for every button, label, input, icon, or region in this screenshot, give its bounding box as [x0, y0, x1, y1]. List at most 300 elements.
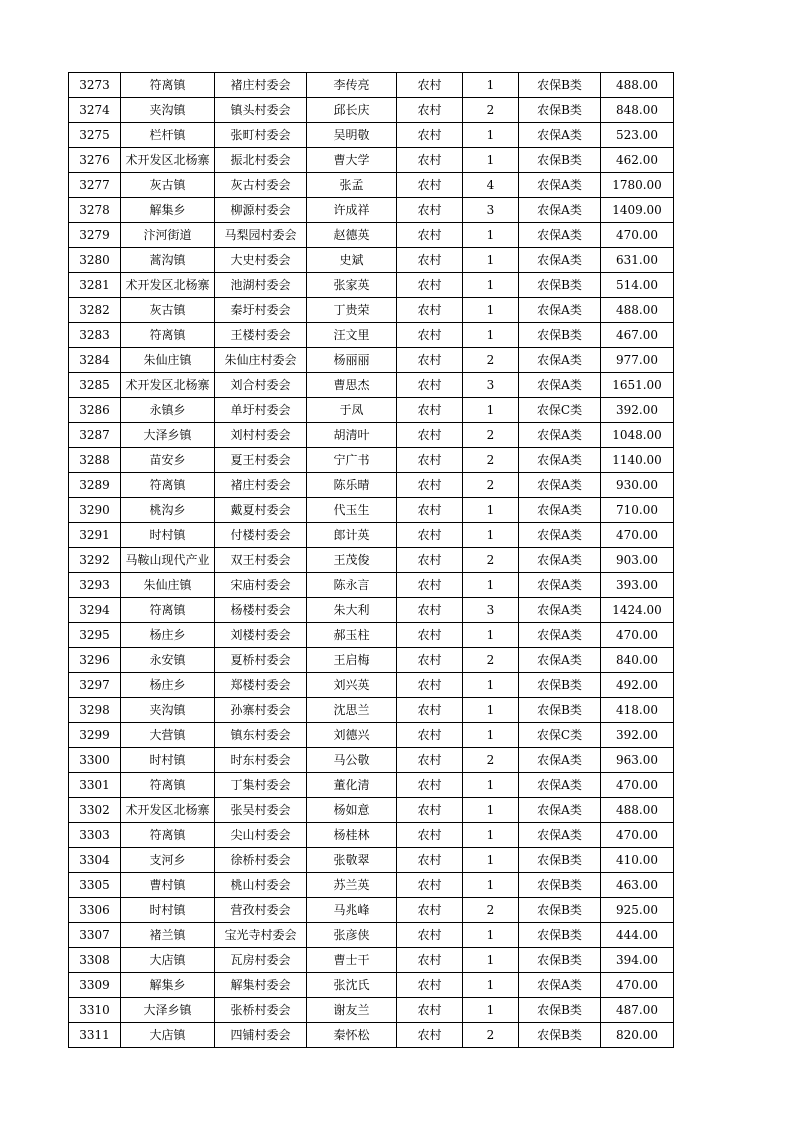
table-row	[69, 698, 674, 723]
name-cell: 曹士干	[307, 948, 397, 973]
name-cell: 苏兰英	[307, 873, 397, 898]
village-committee-cell: 镇头村委会	[215, 98, 307, 123]
village-committee-cell: 柳源村委会	[215, 198, 307, 223]
row-number-cell: 3279	[69, 223, 121, 248]
table-row	[69, 798, 674, 823]
amount-cell: 392.00	[601, 723, 674, 748]
household-size-cell: 3	[463, 598, 519, 623]
town-cell: 大营镇	[121, 723, 215, 748]
village-committee-cell: 丁集村委会	[215, 773, 307, 798]
area-type-cell: 农村	[397, 823, 463, 848]
household-size-cell: 1	[463, 673, 519, 698]
row-number-cell: 3289	[69, 473, 121, 498]
amount-cell: 977.00	[601, 348, 674, 373]
amount-cell: 487.00	[601, 998, 674, 1023]
amount-cell: 514.00	[601, 273, 674, 298]
table-row	[69, 273, 674, 298]
table-row	[69, 98, 674, 123]
household-size-cell: 1	[463, 148, 519, 173]
town-cell: 时村镇	[121, 748, 215, 773]
insurance-category-cell: 农保B类	[519, 1023, 601, 1048]
table-row	[69, 498, 674, 523]
table-row	[69, 598, 674, 623]
table-row	[69, 123, 674, 148]
area-type-cell: 农村	[397, 523, 463, 548]
area-type-cell: 农村	[397, 223, 463, 248]
village-committee-cell: 刘楼村委会	[215, 623, 307, 648]
area-type-cell: 农村	[397, 923, 463, 948]
name-cell: 胡清叶	[307, 423, 397, 448]
name-cell: 宁广书	[307, 448, 397, 473]
table-row	[69, 573, 674, 598]
row-number-cell: 3307	[69, 923, 121, 948]
amount-cell: 444.00	[601, 923, 674, 948]
row-number-cell: 3310	[69, 998, 121, 1023]
table-row	[69, 648, 674, 673]
village-committee-cell: 杨楼村委会	[215, 598, 307, 623]
area-type-cell: 农村	[397, 623, 463, 648]
household-size-cell: 1	[463, 948, 519, 973]
name-cell: 张沈氏	[307, 973, 397, 998]
town-cell: 苗安乡	[121, 448, 215, 473]
name-cell: 曹大学	[307, 148, 397, 173]
village-committee-cell: 桃山村委会	[215, 873, 307, 898]
amount-cell: 462.00	[601, 148, 674, 173]
amount-cell: 470.00	[601, 973, 674, 998]
name-cell: 刘兴英	[307, 673, 397, 698]
town-cell: 永安镇	[121, 648, 215, 673]
amount-cell: 710.00	[601, 498, 674, 523]
insurance-category-cell: 农保A类	[519, 223, 601, 248]
insurance-category-cell: 农保B类	[519, 323, 601, 348]
village-committee-cell: 大史村委会	[215, 248, 307, 273]
amount-cell: 392.00	[601, 398, 674, 423]
table-row	[69, 148, 674, 173]
insurance-category-cell: 农保A类	[519, 798, 601, 823]
household-size-cell: 1	[463, 773, 519, 798]
amount-cell: 820.00	[601, 1023, 674, 1048]
insurance-category-cell: 农保A类	[519, 523, 601, 548]
amount-cell: 488.00	[601, 73, 674, 98]
name-cell: 郎计英	[307, 523, 397, 548]
town-cell: 蒿沟镇	[121, 248, 215, 273]
insurance-category-cell: 农保A类	[519, 823, 601, 848]
insurance-category-cell: 农保A类	[519, 598, 601, 623]
row-number-cell: 3295	[69, 623, 121, 648]
row-number-cell: 3311	[69, 1023, 121, 1048]
row-number-cell: 3296	[69, 648, 121, 673]
insurance-category-cell: 农保C类	[519, 723, 601, 748]
table-row	[69, 848, 674, 873]
name-cell: 汪文里	[307, 323, 397, 348]
household-size-cell: 2	[463, 1023, 519, 1048]
table-row	[69, 898, 674, 923]
row-number-cell: 3286	[69, 398, 121, 423]
village-committee-cell: 解集村委会	[215, 973, 307, 998]
town-cell: 支河乡	[121, 848, 215, 873]
amount-cell: 470.00	[601, 773, 674, 798]
town-cell: 大泽乡镇	[121, 423, 215, 448]
table-row	[69, 998, 674, 1023]
town-cell: 朱仙庄镇	[121, 348, 215, 373]
name-cell: 许成祥	[307, 198, 397, 223]
village-committee-cell: 张町村委会	[215, 123, 307, 148]
area-type-cell: 农村	[397, 948, 463, 973]
insurance-category-cell: 农保A类	[519, 473, 601, 498]
area-type-cell: 农村	[397, 448, 463, 473]
town-cell: 大店镇	[121, 1023, 215, 1048]
town-cell: 灰古镇	[121, 298, 215, 323]
insurance-category-cell: 农保A类	[519, 973, 601, 998]
insurance-category-cell: 农保B类	[519, 148, 601, 173]
name-cell: 王启梅	[307, 648, 397, 673]
town-cell: 术开发区北杨寨	[121, 273, 215, 298]
insurance-category-cell: 农保A类	[519, 748, 601, 773]
town-cell: 夹沟镇	[121, 698, 215, 723]
row-number-cell: 3281	[69, 273, 121, 298]
area-type-cell: 农村	[397, 198, 463, 223]
household-size-cell: 1	[463, 573, 519, 598]
name-cell: 张家英	[307, 273, 397, 298]
town-cell: 曹村镇	[121, 873, 215, 898]
village-committee-cell: 夏桥村委会	[215, 648, 307, 673]
amount-cell: 963.00	[601, 748, 674, 773]
row-number-cell: 3285	[69, 373, 121, 398]
row-number-cell: 3278	[69, 198, 121, 223]
household-size-cell: 1	[463, 248, 519, 273]
village-committee-cell: 戴夏村委会	[215, 498, 307, 523]
town-cell: 术开发区北杨寨	[121, 148, 215, 173]
household-size-cell: 2	[463, 423, 519, 448]
row-number-cell: 3282	[69, 298, 121, 323]
insurance-category-cell: 农保B类	[519, 673, 601, 698]
household-size-cell: 1	[463, 523, 519, 548]
town-cell: 符离镇	[121, 323, 215, 348]
insurance-category-cell: 农保A类	[519, 298, 601, 323]
insurance-category-cell: 农保A类	[519, 648, 601, 673]
insurance-category-cell: 农保A类	[519, 773, 601, 798]
area-type-cell: 农村	[397, 673, 463, 698]
row-number-cell: 3301	[69, 773, 121, 798]
name-cell: 张敬翠	[307, 848, 397, 873]
name-cell: 张孟	[307, 173, 397, 198]
household-size-cell: 1	[463, 873, 519, 898]
amount-cell: 1651.00	[601, 373, 674, 398]
village-committee-cell: 褚庄村委会	[215, 473, 307, 498]
amount-cell: 394.00	[601, 948, 674, 973]
area-type-cell: 农村	[397, 898, 463, 923]
insurance-category-cell: 农保B类	[519, 923, 601, 948]
household-size-cell: 1	[463, 398, 519, 423]
village-committee-cell: 秦圩村委会	[215, 298, 307, 323]
town-cell: 符离镇	[121, 473, 215, 498]
insurance-category-cell: 农保A类	[519, 623, 601, 648]
name-cell: 陈永言	[307, 573, 397, 598]
town-cell: 时村镇	[121, 523, 215, 548]
amount-cell: 470.00	[601, 823, 674, 848]
amount-cell: 470.00	[601, 223, 674, 248]
name-cell: 杨如意	[307, 798, 397, 823]
amount-cell: 470.00	[601, 523, 674, 548]
town-cell: 汴河街道	[121, 223, 215, 248]
household-size-cell: 1	[463, 723, 519, 748]
village-committee-cell: 夏王村委会	[215, 448, 307, 473]
name-cell: 丁贵荣	[307, 298, 397, 323]
row-number-cell: 3302	[69, 798, 121, 823]
village-committee-cell: 王楼村委会	[215, 323, 307, 348]
table-row	[69, 723, 674, 748]
village-committee-cell: 镇东村委会	[215, 723, 307, 748]
area-type-cell: 农村	[397, 598, 463, 623]
table-row	[69, 473, 674, 498]
town-cell: 杨庄乡	[121, 623, 215, 648]
insurance-category-cell: 农保B类	[519, 698, 601, 723]
village-committee-cell: 徐桥村委会	[215, 848, 307, 873]
town-cell: 符离镇	[121, 73, 215, 98]
household-size-cell: 1	[463, 323, 519, 348]
area-type-cell: 农村	[397, 473, 463, 498]
household-size-cell: 1	[463, 73, 519, 98]
table-row	[69, 248, 674, 273]
name-cell: 史斌	[307, 248, 397, 273]
town-cell: 桃沟乡	[121, 498, 215, 523]
row-number-cell: 3292	[69, 548, 121, 573]
table-body	[69, 73, 674, 1048]
area-type-cell: 农村	[397, 498, 463, 523]
household-size-cell: 2	[463, 898, 519, 923]
household-size-cell: 2	[463, 548, 519, 573]
table-row	[69, 948, 674, 973]
area-type-cell: 农村	[397, 748, 463, 773]
table-row	[69, 423, 674, 448]
insurance-category-cell: 农保A类	[519, 348, 601, 373]
row-number-cell: 3299	[69, 723, 121, 748]
household-size-cell: 1	[463, 123, 519, 148]
insurance-category-cell: 农保B类	[519, 948, 601, 973]
row-number-cell: 3308	[69, 948, 121, 973]
household-size-cell: 1	[463, 223, 519, 248]
amount-cell: 848.00	[601, 98, 674, 123]
area-type-cell: 农村	[397, 98, 463, 123]
area-type-cell: 农村	[397, 798, 463, 823]
table-row	[69, 373, 674, 398]
name-cell: 陈乐晴	[307, 473, 397, 498]
amount-cell: 463.00	[601, 873, 674, 898]
name-cell: 董化清	[307, 773, 397, 798]
town-cell: 灰古镇	[121, 173, 215, 198]
table-row	[69, 448, 674, 473]
area-type-cell: 农村	[397, 973, 463, 998]
table-row	[69, 223, 674, 248]
household-size-cell: 2	[463, 648, 519, 673]
row-number-cell: 3297	[69, 673, 121, 698]
town-cell: 符离镇	[121, 598, 215, 623]
village-committee-cell: 池湖村委会	[215, 273, 307, 298]
town-cell: 栏杆镇	[121, 123, 215, 148]
household-size-cell: 4	[463, 173, 519, 198]
row-number-cell: 3305	[69, 873, 121, 898]
town-cell: 解集乡	[121, 198, 215, 223]
row-number-cell: 3288	[69, 448, 121, 473]
area-type-cell: 农村	[397, 173, 463, 198]
amount-cell: 1780.00	[601, 173, 674, 198]
amount-cell: 1424.00	[601, 598, 674, 623]
household-size-cell: 1	[463, 798, 519, 823]
name-cell: 杨丽丽	[307, 348, 397, 373]
village-committee-cell: 宋庙村委会	[215, 573, 307, 598]
name-cell: 杨桂林	[307, 823, 397, 848]
village-committee-cell: 四铺村委会	[215, 1023, 307, 1048]
row-number-cell: 3280	[69, 248, 121, 273]
name-cell: 代玉生	[307, 498, 397, 523]
row-number-cell: 3283	[69, 323, 121, 348]
amount-cell: 410.00	[601, 848, 674, 873]
row-number-cell: 3300	[69, 748, 121, 773]
table-row	[69, 873, 674, 898]
town-cell: 时村镇	[121, 898, 215, 923]
table-row	[69, 773, 674, 798]
area-type-cell: 农村	[397, 698, 463, 723]
village-committee-cell: 孙寨村委会	[215, 698, 307, 723]
row-number-cell: 3303	[69, 823, 121, 848]
insurance-category-cell: 农保B类	[519, 273, 601, 298]
village-committee-cell: 营孜村委会	[215, 898, 307, 923]
insurance-category-cell: 农保C类	[519, 398, 601, 423]
town-cell: 褚兰镇	[121, 923, 215, 948]
amount-cell: 393.00	[601, 573, 674, 598]
household-size-cell: 2	[463, 348, 519, 373]
village-committee-cell: 褚庄村委会	[215, 73, 307, 98]
table-row	[69, 748, 674, 773]
village-committee-cell: 朱仙庄村委会	[215, 348, 307, 373]
row-number-cell: 3290	[69, 498, 121, 523]
town-cell: 术开发区北杨寨	[121, 798, 215, 823]
town-cell: 符离镇	[121, 773, 215, 798]
table-row	[69, 1023, 674, 1048]
village-committee-cell: 付楼村委会	[215, 523, 307, 548]
household-size-cell: 1	[463, 698, 519, 723]
area-type-cell: 农村	[397, 998, 463, 1023]
amount-cell: 631.00	[601, 248, 674, 273]
town-cell: 永镇乡	[121, 398, 215, 423]
household-size-cell: 1	[463, 498, 519, 523]
household-size-cell: 1	[463, 823, 519, 848]
village-committee-cell: 灰古村委会	[215, 173, 307, 198]
village-committee-cell: 瓦房村委会	[215, 948, 307, 973]
area-type-cell: 农村	[397, 248, 463, 273]
insurance-category-cell: 农保B类	[519, 73, 601, 98]
table-row	[69, 923, 674, 948]
insurance-category-cell: 农保A类	[519, 123, 601, 148]
row-number-cell: 3277	[69, 173, 121, 198]
town-cell: 解集乡	[121, 973, 215, 998]
insurance-category-cell: 农保A类	[519, 448, 601, 473]
area-type-cell: 农村	[397, 848, 463, 873]
amount-cell: 925.00	[601, 898, 674, 923]
table-row	[69, 398, 674, 423]
amount-cell: 488.00	[601, 298, 674, 323]
name-cell: 郝玉柱	[307, 623, 397, 648]
insurance-category-cell: 农保A类	[519, 173, 601, 198]
village-committee-cell: 尖山村委会	[215, 823, 307, 848]
table-row	[69, 823, 674, 848]
name-cell: 于凤	[307, 398, 397, 423]
village-committee-cell: 单圩村委会	[215, 398, 307, 423]
area-type-cell: 农村	[397, 773, 463, 798]
household-size-cell: 1	[463, 923, 519, 948]
table-row	[69, 523, 674, 548]
name-cell: 赵德英	[307, 223, 397, 248]
table-row	[69, 73, 674, 98]
amount-cell: 470.00	[601, 623, 674, 648]
village-committee-cell: 振北村委会	[215, 148, 307, 173]
household-size-cell: 2	[463, 98, 519, 123]
row-number-cell: 3309	[69, 973, 121, 998]
name-cell: 曹思杰	[307, 373, 397, 398]
amount-cell: 467.00	[601, 323, 674, 348]
area-type-cell: 农村	[397, 123, 463, 148]
table-row	[69, 973, 674, 998]
name-cell: 王茂俊	[307, 548, 397, 573]
row-number-cell: 3275	[69, 123, 121, 148]
row-number-cell: 3293	[69, 573, 121, 598]
insurance-category-cell: 农保A类	[519, 198, 601, 223]
amount-cell: 930.00	[601, 473, 674, 498]
name-cell: 谢友兰	[307, 998, 397, 1023]
name-cell: 张彦侠	[307, 923, 397, 948]
household-size-cell: 1	[463, 998, 519, 1023]
amount-cell: 1048.00	[601, 423, 674, 448]
row-number-cell: 3284	[69, 348, 121, 373]
amount-cell: 903.00	[601, 548, 674, 573]
insurance-category-cell: 农保B类	[519, 873, 601, 898]
town-cell: 术开发区北杨寨	[121, 373, 215, 398]
household-size-cell: 1	[463, 298, 519, 323]
name-cell: 刘德兴	[307, 723, 397, 748]
name-cell: 朱大利	[307, 598, 397, 623]
village-committee-cell: 宝光寺村委会	[215, 923, 307, 948]
amount-cell: 1140.00	[601, 448, 674, 473]
town-cell: 符离镇	[121, 823, 215, 848]
village-committee-cell: 张桥村委会	[215, 998, 307, 1023]
row-number-cell: 3276	[69, 148, 121, 173]
amount-cell: 1409.00	[601, 198, 674, 223]
household-size-cell: 3	[463, 198, 519, 223]
row-number-cell: 3287	[69, 423, 121, 448]
household-size-cell: 2	[463, 448, 519, 473]
area-type-cell: 农村	[397, 73, 463, 98]
row-number-cell: 3306	[69, 898, 121, 923]
insurance-category-cell: 农保B类	[519, 898, 601, 923]
household-size-cell: 2	[463, 473, 519, 498]
insurance-category-cell: 农保B类	[519, 848, 601, 873]
name-cell: 马公敬	[307, 748, 397, 773]
row-number-cell: 3304	[69, 848, 121, 873]
area-type-cell: 农村	[397, 1023, 463, 1048]
name-cell: 沈思兰	[307, 698, 397, 723]
row-number-cell: 3294	[69, 598, 121, 623]
household-size-cell: 1	[463, 623, 519, 648]
table-row	[69, 198, 674, 223]
name-cell: 吴明敬	[307, 123, 397, 148]
amount-cell: 488.00	[601, 798, 674, 823]
table-row	[69, 323, 674, 348]
name-cell: 秦怀松	[307, 1023, 397, 1048]
town-cell: 大泽乡镇	[121, 998, 215, 1023]
insurance-category-cell: 农保B类	[519, 998, 601, 1023]
household-size-cell: 1	[463, 973, 519, 998]
area-type-cell: 农村	[397, 323, 463, 348]
